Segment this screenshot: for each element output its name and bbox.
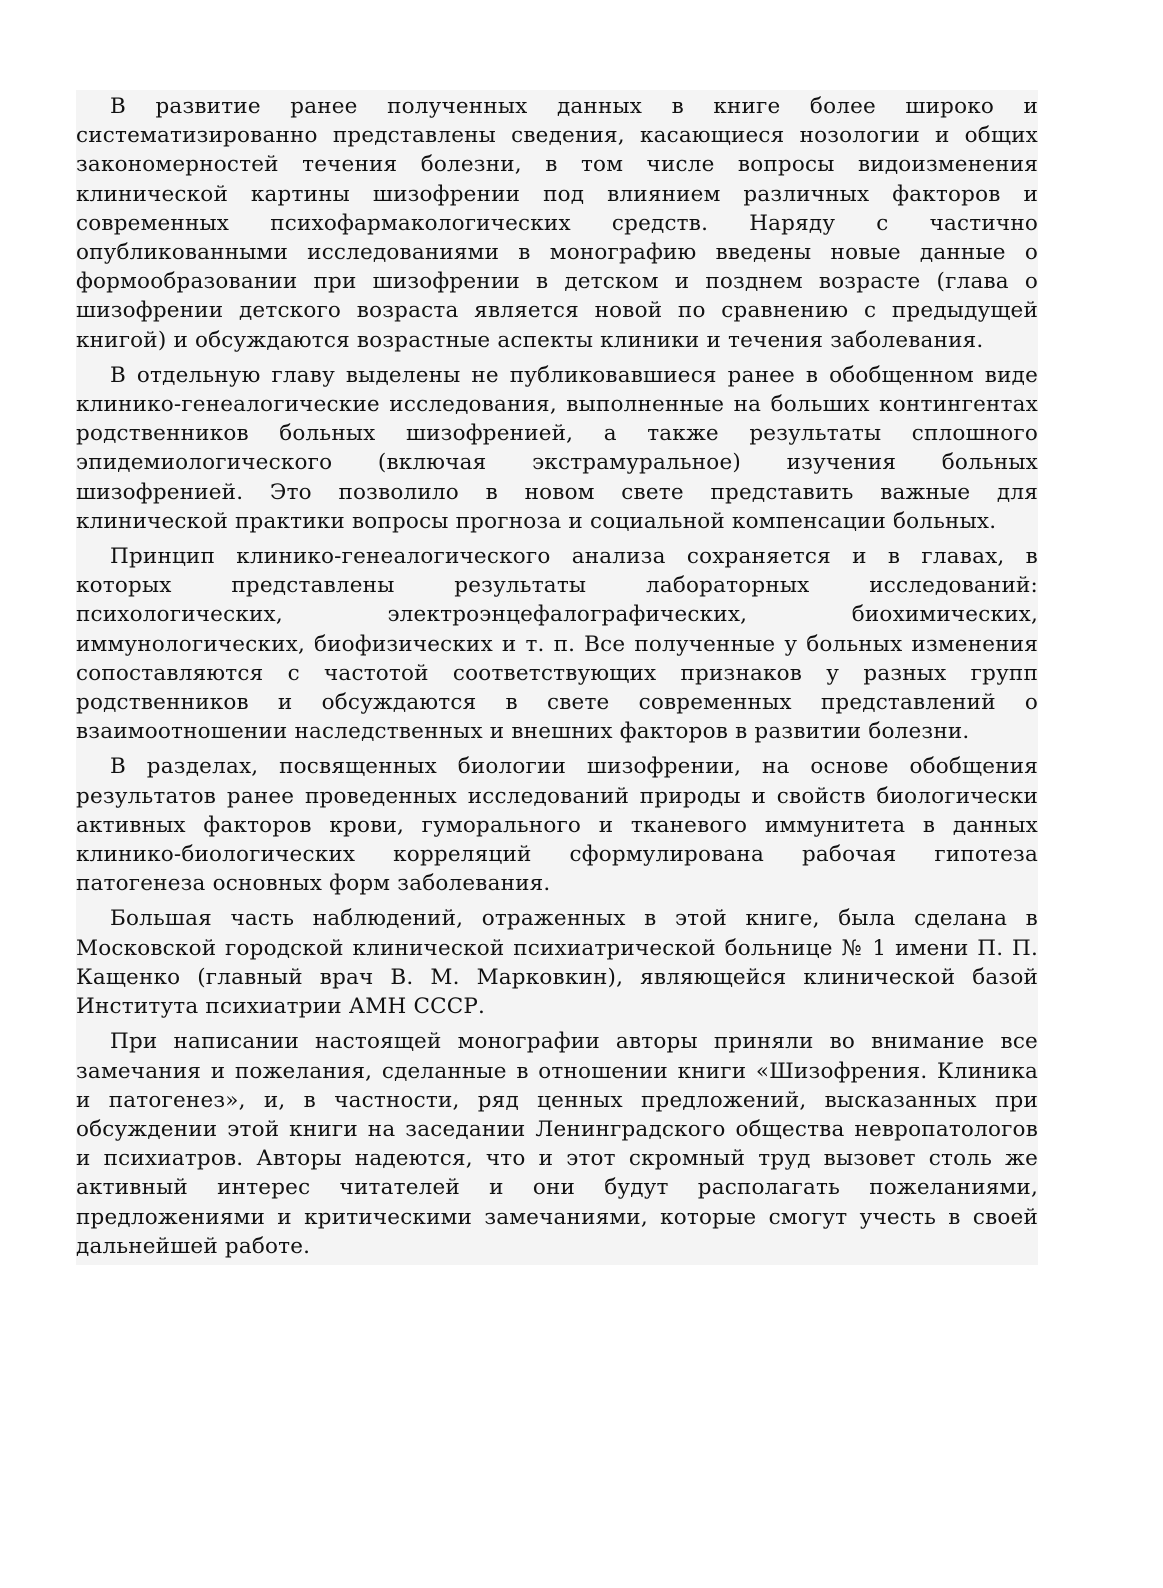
paragraph-6: При написании настоящей монографии авторы приняли во внимание все замечания и пожелания, сделанные в отношении книги «Шизофрения. Клиника и патогенез», и, в частности, ряд ценных предложений, высказанных при обсуждении этой книги на заседании Ленинградского общества невропатологов и психиатров. Авторы надеются, что и этот скромный труд вызовет столь же активный интерес читателей и они будут располагать пожеланиями, предложениями и критическими замечаниями, которые смогут учесть в своей дальнейшей работе. xyxy=(76,1029,1038,1259)
paragraph-2: В отдельную главу выделены не публиковавшиеся ранее в обобщенном виде клинико-генеалогические исследования, выполненные на больших контингентах родственников больных шизофренией, а также результаты сплошного эпидемиологического (включая экстрамуральное) изучения больных шизофренией. Это позволило в новом свете представить важные для клинической практики вопросы прогноза и социальной компенсации больных. xyxy=(76,362,1038,534)
text-block xyxy=(76,90,1038,1265)
paragraph-5: Большая часть наблюдений, отраженных в этой книге, была сделана в Московской городской клинической психиатрической больнице № 1 имени П. П. Кащенко (главный врач В. М. Марковкин), являющейся клинической базой Института психиатрии АМН СССР. xyxy=(76,906,1038,1020)
paragraph-1: В развитие ранее полученных данных в книге более широко и систематизированно представлены сведения, касающиеся нозологии и общих закономерностей течения болезни, в том числе вопросы видоизменения клинической картины шизофрении под влиянием различных факторов и современных психофармакологических средств. Наряду с частично опубликованными исследованиями в монографию введены новые данные о формообразовании при шизофрении в детском и позднем возрасте (глава о шизофрении детского возраста является новой по сравнению с предыдущей книгой) и обсуждаются возрастные аспекты клиники и течения заболевания. xyxy=(76,94,1038,353)
paragraph-4: В разделах, посвященных биологии шизофрении, на основе обобщения результатов ранее проведенных исследований природы и свойств биологически активных факторов крови, гуморального и тканевого иммунитета в данных клинико-биологических корреляций сформулирована рабочая гипотеза патогенеза основных форм заболевания. xyxy=(76,754,1038,897)
paragraph-3: Принцип клинико-генеалогического анализа сохраняется и в главах, в которых представлены результаты лабораторных исследований: психологических, электроэнцефалографических, биохимических, иммунологических, биофизических и т. п. Все полученные у больных изменения сопоставляются с частотой соответствующих признаков у разных групп родственников и обсуждаются в свете современных представлений о взаимоотношении наследственных и внешних факторов в развитии болезни. xyxy=(76,544,1038,745)
